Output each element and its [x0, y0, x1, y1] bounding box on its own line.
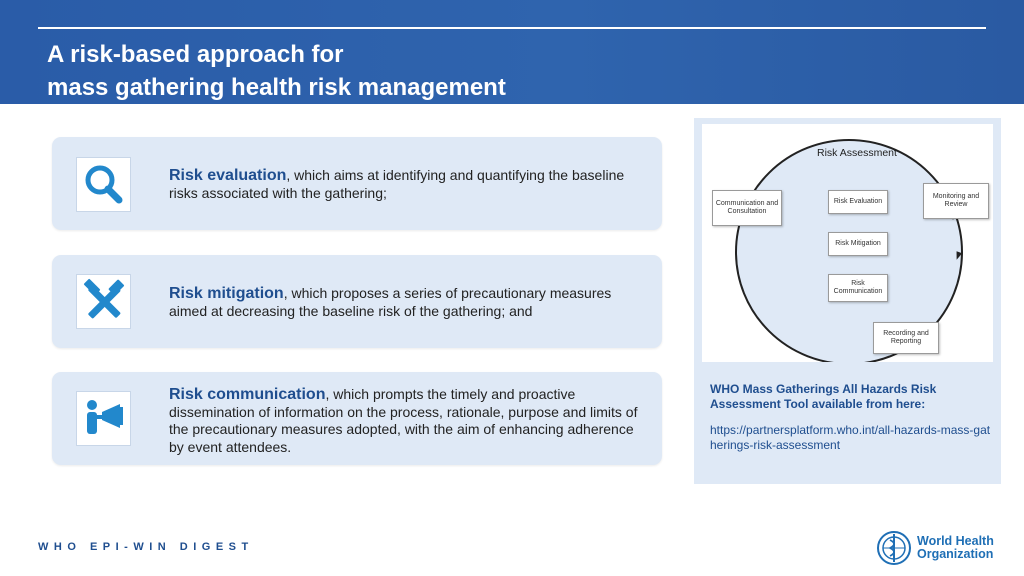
risk-mitigation-text	[169, 285, 646, 320]
risk-communication-term: Risk communication	[169, 386, 326, 403]
risk-communication-description: , which prompts the timely and proactive dissemination of information on the process, rationale, purpose and limits of the precautionary measures adopted, with the aim of enhancing adherence by event attendees.	[169, 386, 638, 455]
risk-mitigation-term: Risk mitigation	[169, 285, 284, 302]
diagram-evaluation-box: Risk Evaluation	[828, 190, 888, 214]
tool-heading: WHO Mass Gatherings All Hazards Risk Assessment Tool available from here:	[710, 382, 937, 411]
who-org-name	[917, 535, 994, 561]
header-divider	[38, 27, 986, 29]
diagram-monitoring-box: Monitoring and Review	[923, 183, 989, 219]
diagram-risk-communication-box: Risk Communication	[828, 274, 888, 302]
diagram-title: Risk Assessment	[817, 147, 897, 159]
footer-digest-label: WHO EPI-WIN DIGEST	[38, 541, 254, 553]
header-banner	[0, 0, 1024, 104]
risk-evaluation-description: , which aims at identifying and quantifying the baseline risks associated with the gathering;	[169, 167, 625, 201]
diagram-recording-box: Recording and Reporting	[873, 322, 939, 354]
tools-icon	[76, 274, 131, 329]
risk-evaluation-card	[52, 137, 662, 230]
risk-evaluation-term: Risk evaluation	[169, 167, 287, 184]
risk-mitigation-card	[52, 255, 662, 348]
megaphone-icon	[76, 391, 131, 446]
title-line-2: mass gathering health risk management	[47, 74, 506, 101]
title-line-1: A risk-based approach for	[47, 41, 344, 68]
risk-mitigation-description: , which proposes a series of precautionary measures aimed at decreasing the baseline risk of the gathering; and	[169, 285, 612, 319]
risk-communication-card	[52, 372, 662, 465]
page-title	[47, 38, 506, 104]
who-logo	[876, 530, 994, 566]
tool-link[interactable]: https://partnersplatform.who.int/all-hazards-mass-gatherings-risk-assessment	[710, 423, 991, 452]
tool-panel	[694, 118, 1001, 484]
risk-evaluation-text	[169, 167, 646, 202]
risk-communication-text	[169, 386, 646, 456]
diagram-mitigation-box: Risk Mitigation	[828, 232, 888, 256]
risk-assessment-diagram	[702, 124, 993, 362]
who-org-line-2: Organization	[917, 547, 994, 561]
who-emblem-icon	[876, 530, 912, 566]
magnifier-icon	[76, 157, 131, 212]
who-org-line-1: World Health	[917, 534, 994, 548]
diagram-communication-box: Communication and Consultation	[712, 190, 782, 226]
